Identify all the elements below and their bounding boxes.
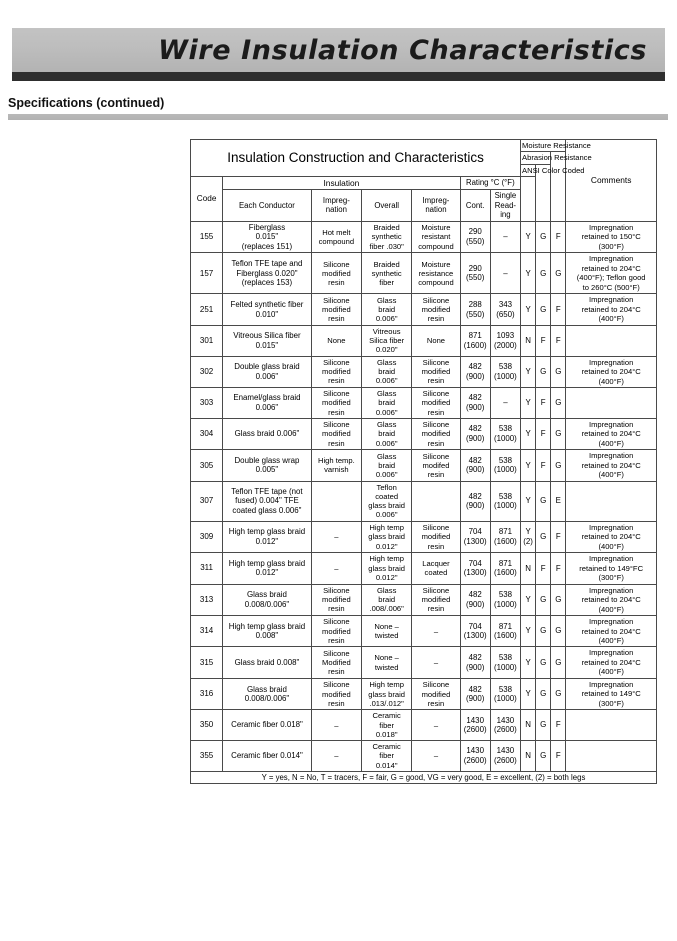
cell-overall: Glass braid 0.006" bbox=[362, 388, 412, 419]
cell-impregnation-2 bbox=[412, 481, 460, 521]
table-row bbox=[191, 253, 657, 294]
cell-overall: Glass braid 0.006" bbox=[362, 450, 412, 481]
cell-cont: 482 (900) bbox=[460, 584, 490, 615]
cell-moisture: G bbox=[551, 616, 566, 647]
cell-moisture: E bbox=[551, 481, 566, 521]
cell-comments: Impregnation retained to 204°C (400°F) bbox=[566, 584, 657, 615]
table-row bbox=[191, 584, 657, 615]
cell-impregnation-2: Moisture resistance compound bbox=[412, 253, 460, 294]
cell-single-reading: 871 (1600) bbox=[490, 616, 520, 647]
cell-impregnation-2: Moisture resistant compound bbox=[412, 221, 460, 253]
cell-impregnation-2: Silicone modified resin bbox=[412, 418, 460, 449]
cell-comments: Impregnation retained to 204°C (400°F) bbox=[566, 418, 657, 449]
cell-code: 311 bbox=[191, 553, 223, 584]
cell-code: 315 bbox=[191, 647, 223, 678]
cell-each-conductor: Glass braid 0.008/0.006" bbox=[223, 584, 312, 615]
cell-moisture: F bbox=[551, 553, 566, 584]
cell-each-conductor: Teflon TFE tape and Fiberglass 0.020" (replaces 153) bbox=[223, 253, 312, 294]
cell-comments: Impregnation retained to 204°C (400°F); Teflon good to 260°C (500°F) bbox=[566, 253, 657, 294]
legend-row bbox=[191, 771, 657, 784]
cell-impregnation-1: Silicone Modified resin bbox=[311, 647, 361, 678]
cell-impregnation-2: – bbox=[412, 741, 460, 772]
cell-code: 303 bbox=[191, 388, 223, 419]
cell-single-reading: 538 (1000) bbox=[490, 584, 520, 615]
cell-abrasion: G bbox=[536, 616, 551, 647]
cell-moisture: F bbox=[551, 741, 566, 772]
table-row bbox=[191, 450, 657, 481]
header-cont: Cont. bbox=[460, 190, 490, 222]
cell-cont: 482 (900) bbox=[460, 418, 490, 449]
cell-overall: Ceramic fiber 0.014" bbox=[362, 741, 412, 772]
cell-abrasion: G bbox=[536, 521, 551, 552]
cell-cont: 1430 (2600) bbox=[460, 710, 490, 741]
page-title: Wire Insulation Characteristics bbox=[158, 34, 647, 66]
cell-impregnation-2: – bbox=[412, 616, 460, 647]
cell-ansi: Y bbox=[521, 253, 536, 294]
table-foot-group bbox=[191, 771, 657, 784]
table-row bbox=[191, 647, 657, 678]
cell-code: 355 bbox=[191, 741, 223, 772]
table-row bbox=[191, 616, 657, 647]
cell-each-conductor: Felted synthetic fiber 0.010" bbox=[223, 294, 312, 325]
cell-cont: 704 (1300) bbox=[460, 616, 490, 647]
cell-each-conductor: Glass braid 0.006" bbox=[223, 418, 312, 449]
cell-cont: 704 (1300) bbox=[460, 521, 490, 552]
cell-each-conductor: High temp glass braid 0.012" bbox=[223, 553, 312, 584]
cell-ansi: Y bbox=[521, 294, 536, 325]
cell-code: 305 bbox=[191, 450, 223, 481]
cell-cont: 482 (900) bbox=[460, 678, 490, 709]
cell-impregnation-1: Silicone modified resin bbox=[311, 356, 361, 387]
cell-impregnation-1: Silicone modified resin bbox=[311, 616, 361, 647]
cell-ansi: Y bbox=[521, 450, 536, 481]
cell-abrasion: G bbox=[536, 710, 551, 741]
cell-ansi: N bbox=[521, 741, 536, 772]
cell-impregnation-1: Silicone modified resin bbox=[311, 678, 361, 709]
cell-impregnation-2: Lacquer coated bbox=[412, 553, 460, 584]
cell-moisture: G bbox=[551, 388, 566, 419]
cell-comments: Impregnation retained to 204°C (400°F) bbox=[566, 616, 657, 647]
cell-overall: Glass braid .008/.006" bbox=[362, 584, 412, 615]
header-moisture-resistance: Moisture Resistance bbox=[522, 141, 591, 150]
cell-ansi: Y bbox=[521, 481, 536, 521]
cell-cont: 482 (900) bbox=[460, 388, 490, 419]
cell-moisture: F bbox=[551, 221, 566, 253]
cell-code: 309 bbox=[191, 521, 223, 552]
cell-cont: 482 (900) bbox=[460, 356, 490, 387]
cell-ansi: N bbox=[521, 553, 536, 584]
cell-moisture: G bbox=[551, 450, 566, 481]
ansi-flag-column-spacer bbox=[521, 176, 536, 221]
cell-moisture: F bbox=[551, 521, 566, 552]
cell-impregnation-1: Silicone modified resin bbox=[311, 418, 361, 449]
cell-impregnation-2: Silicone modified resin bbox=[412, 294, 460, 325]
cell-single-reading: 1430 (2600) bbox=[490, 741, 520, 772]
cell-single-reading: – bbox=[490, 253, 520, 294]
cell-impregnation-1 bbox=[311, 481, 361, 521]
cell-code: 350 bbox=[191, 710, 223, 741]
cell-abrasion: F bbox=[536, 418, 551, 449]
cell-impregnation-1: Silicone modified resin bbox=[311, 584, 361, 615]
cell-abrasion: G bbox=[536, 253, 551, 294]
cell-each-conductor: Glass braid 0.008" bbox=[223, 647, 312, 678]
cell-code: 313 bbox=[191, 584, 223, 615]
cell-single-reading: 538 (1000) bbox=[490, 450, 520, 481]
header-impregnation-1: Impreg- nation bbox=[311, 190, 361, 222]
header-impregnation-2: Impreg- nation bbox=[412, 190, 460, 222]
cell-impregnation-2: Silicone modified resin bbox=[412, 521, 460, 552]
cell-abrasion: G bbox=[536, 294, 551, 325]
cell-single-reading: – bbox=[490, 221, 520, 253]
cell-abrasion: G bbox=[536, 647, 551, 678]
cell-code: 251 bbox=[191, 294, 223, 325]
table-row bbox=[191, 741, 657, 772]
cell-cont: 482 (900) bbox=[460, 647, 490, 678]
cell-overall: Glass braid 0.006" bbox=[362, 356, 412, 387]
cell-single-reading: 343 (650) bbox=[490, 294, 520, 325]
cell-single-reading: 538 (1000) bbox=[490, 418, 520, 449]
table-row bbox=[191, 388, 657, 419]
header-overall: Overall bbox=[362, 190, 412, 222]
cell-cont: 1430 (2600) bbox=[460, 741, 490, 772]
cell-code: 307 bbox=[191, 481, 223, 521]
cell-impregnation-2: Silicone modified resin bbox=[412, 584, 460, 615]
cell-ansi: Y bbox=[521, 418, 536, 449]
table-head-group bbox=[191, 140, 657, 222]
cell-moisture: G bbox=[551, 647, 566, 678]
cell-moisture: G bbox=[551, 418, 566, 449]
header-insulation: Insulation bbox=[223, 176, 460, 189]
cell-ansi: Y bbox=[521, 221, 536, 253]
cell-overall: Glass braid 0.006" bbox=[362, 294, 412, 325]
table-row bbox=[191, 710, 657, 741]
cell-moisture: G bbox=[551, 584, 566, 615]
cell-impregnation-1: Hot melt compound bbox=[311, 221, 361, 253]
table-row bbox=[191, 553, 657, 584]
header-row-moisture bbox=[191, 140, 657, 152]
table-row bbox=[191, 294, 657, 325]
table-row bbox=[191, 221, 657, 253]
cell-impregnation-1: – bbox=[311, 710, 361, 741]
cell-abrasion: F bbox=[536, 553, 551, 584]
cell-comments: Impregnation retained to 149°C (300°F) bbox=[566, 678, 657, 709]
table-row bbox=[191, 325, 657, 356]
cell-code: 304 bbox=[191, 418, 223, 449]
specifications-table-container bbox=[190, 139, 657, 784]
cell-cont: 482 (900) bbox=[460, 481, 490, 521]
cell-code: 157 bbox=[191, 253, 223, 294]
table-row bbox=[191, 481, 657, 521]
cell-ansi: N bbox=[521, 710, 536, 741]
cell-single-reading: 538 (1000) bbox=[490, 481, 520, 521]
cell-impregnation-2: Silicone modified resin bbox=[412, 356, 460, 387]
cell-impregnation-2: None bbox=[412, 325, 460, 356]
cell-ansi: Y bbox=[521, 356, 536, 387]
cell-single-reading: 871 (1600) bbox=[490, 521, 520, 552]
cell-abrasion: G bbox=[536, 678, 551, 709]
cell-cont: 871 (1600) bbox=[460, 325, 490, 356]
cell-overall: Braided synthetic fiber bbox=[362, 253, 412, 294]
table-legend: Y = yes, N = No, T = tracers, F = fair, G = good, VG = very good, E = excellent, (2) = both legs bbox=[191, 771, 657, 784]
cell-each-conductor: High temp glass braid 0.008" bbox=[223, 616, 312, 647]
cell-cont: 288 (550) bbox=[460, 294, 490, 325]
cell-impregnation-1: Silicone modified resin bbox=[311, 294, 361, 325]
cell-comments bbox=[566, 710, 657, 741]
cell-each-conductor: High temp glass braid 0.012" bbox=[223, 521, 312, 552]
cell-each-conductor: Teflon TFE tape (not fused) 0.004" TFE coated glass 0.006" bbox=[223, 481, 312, 521]
header-code: Code bbox=[191, 176, 223, 221]
cell-overall: Braided synthetic fiber .030" bbox=[362, 221, 412, 253]
cell-impregnation-1: – bbox=[311, 521, 361, 552]
cell-each-conductor: Vitreous Silica fiber 0.015" bbox=[223, 325, 312, 356]
cell-each-conductor: Double glass wrap 0.005" bbox=[223, 450, 312, 481]
cell-overall: High temp glass braid 0.012" bbox=[362, 521, 412, 552]
cell-overall: None – twisted bbox=[362, 616, 412, 647]
cell-comments: Impregnation retained to 204°C (400°F) bbox=[566, 294, 657, 325]
header-comments: Comments bbox=[566, 140, 657, 222]
header-each-conductor: Each Conductor bbox=[223, 190, 312, 222]
cell-abrasion: G bbox=[536, 584, 551, 615]
cell-ansi: N bbox=[521, 325, 536, 356]
cell-each-conductor: Double glass braid 0.006" bbox=[223, 356, 312, 387]
cell-comments: Impregnation retained to 204°C (400°F) bbox=[566, 356, 657, 387]
cell-cont: 290 (550) bbox=[460, 221, 490, 253]
cell-single-reading: 1093 (2000) bbox=[490, 325, 520, 356]
cell-each-conductor: Fiberglass 0.015" (replaces 151) bbox=[223, 221, 312, 253]
header-rating: Rating °C (°F) bbox=[460, 176, 520, 189]
cell-each-conductor: Ceramic fiber 0.014" bbox=[223, 741, 312, 772]
cell-impregnation-2: Silicone modifed resin bbox=[412, 450, 460, 481]
cell-cont: 704 (1300) bbox=[460, 553, 490, 584]
cell-impregnation-1: High temp. varnish bbox=[311, 450, 361, 481]
cell-impregnation-2: – bbox=[412, 647, 460, 678]
cell-comments bbox=[566, 388, 657, 419]
cell-single-reading: 871 (1600) bbox=[490, 553, 520, 584]
cell-single-reading: 538 (1000) bbox=[490, 647, 520, 678]
cell-each-conductor: Ceramic fiber 0.018" bbox=[223, 710, 312, 741]
cell-moisture: G bbox=[551, 253, 566, 294]
cell-impregnation-1: Silicone modified resin bbox=[311, 253, 361, 294]
cell-each-conductor: Glass braid 0.008/0.006" bbox=[223, 678, 312, 709]
section-heading: Specifications (continued) bbox=[8, 96, 165, 110]
cell-moisture: F bbox=[551, 325, 566, 356]
table-main-title: Insulation Construction and Characteristics bbox=[191, 140, 521, 177]
cell-each-conductor: Enamel/glass braid 0.006" bbox=[223, 388, 312, 419]
cell-overall: Glass braid 0.006" bbox=[362, 418, 412, 449]
cell-comments: Impregnation retained to 149°FC (300°F) bbox=[566, 553, 657, 584]
cell-abrasion: G bbox=[536, 356, 551, 387]
cell-ansi: Y bbox=[521, 647, 536, 678]
cell-overall: High temp glass braid 0.012" bbox=[362, 553, 412, 584]
cell-overall: Vitreous Silica fiber 0.020" bbox=[362, 325, 412, 356]
cell-ansi: Y (2) bbox=[521, 521, 536, 552]
cell-overall: Ceramic fiber 0.018" bbox=[362, 710, 412, 741]
cell-cont: 482 (900) bbox=[460, 450, 490, 481]
section-underline bbox=[8, 114, 668, 120]
header-single-reading: Single Read- ing bbox=[490, 190, 520, 222]
cell-single-reading: 1430 (2600) bbox=[490, 710, 520, 741]
cell-abrasion: F bbox=[536, 388, 551, 419]
cell-code: 302 bbox=[191, 356, 223, 387]
cell-ansi: Y bbox=[521, 388, 536, 419]
cell-impregnation-1: None bbox=[311, 325, 361, 356]
header-abrasion-resistance: Abrasion Resistance bbox=[522, 153, 592, 163]
moisture-flag-column-spacer bbox=[551, 152, 566, 221]
cell-comments: Impregnation retained to 150°C (300°F) bbox=[566, 221, 657, 253]
banner-rule bbox=[12, 72, 665, 81]
cell-impregnation-1: – bbox=[311, 553, 361, 584]
cell-code: 301 bbox=[191, 325, 223, 356]
cell-impregnation-1: Silicone modified resin bbox=[311, 388, 361, 419]
table-row bbox=[191, 356, 657, 387]
cell-single-reading: 538 (1000) bbox=[490, 678, 520, 709]
cell-comments: Impregnation retained to 204°C (400°F) bbox=[566, 521, 657, 552]
cell-overall: None – twisted bbox=[362, 647, 412, 678]
table-row bbox=[191, 521, 657, 552]
cell-abrasion: F bbox=[536, 325, 551, 356]
wire-insulation-table bbox=[190, 139, 657, 784]
cell-ansi: Y bbox=[521, 584, 536, 615]
cell-abrasion: G bbox=[536, 221, 551, 253]
cell-ansi: Y bbox=[521, 616, 536, 647]
cell-moisture: G bbox=[551, 678, 566, 709]
cell-code: 314 bbox=[191, 616, 223, 647]
cell-abrasion: G bbox=[536, 481, 551, 521]
cell-ansi: Y bbox=[521, 678, 536, 709]
cell-impregnation-2: Silicone modified resin bbox=[412, 388, 460, 419]
table-row bbox=[191, 678, 657, 709]
cell-comments bbox=[566, 741, 657, 772]
cell-impregnation-2: – bbox=[412, 710, 460, 741]
cell-comments bbox=[566, 481, 657, 521]
header-ansi-color-coded: ANSI Color Coded bbox=[522, 165, 585, 175]
cell-comments: Impregnation retained to 204°C (400°F) bbox=[566, 450, 657, 481]
cell-impregnation-2: Silicone modified resin bbox=[412, 678, 460, 709]
cell-comments bbox=[566, 325, 657, 356]
cell-comments: Impregnation retained to 204°C (400°F) bbox=[566, 647, 657, 678]
cell-overall: High temp glass braid .013/.012" bbox=[362, 678, 412, 709]
cell-single-reading: 538 (1000) bbox=[490, 356, 520, 387]
cell-impregnation-1: – bbox=[311, 741, 361, 772]
cell-moisture: F bbox=[551, 710, 566, 741]
cell-moisture: F bbox=[551, 294, 566, 325]
cell-overall: Teflon coated glass braid 0.006" bbox=[362, 481, 412, 521]
table-body bbox=[191, 221, 657, 771]
table-row bbox=[191, 418, 657, 449]
cell-abrasion: F bbox=[536, 450, 551, 481]
cell-moisture: G bbox=[551, 356, 566, 387]
cell-code: 155 bbox=[191, 221, 223, 253]
cell-single-reading: – bbox=[490, 388, 520, 419]
cell-abrasion: G bbox=[536, 741, 551, 772]
cell-code: 316 bbox=[191, 678, 223, 709]
cell-cont: 290 (550) bbox=[460, 253, 490, 294]
